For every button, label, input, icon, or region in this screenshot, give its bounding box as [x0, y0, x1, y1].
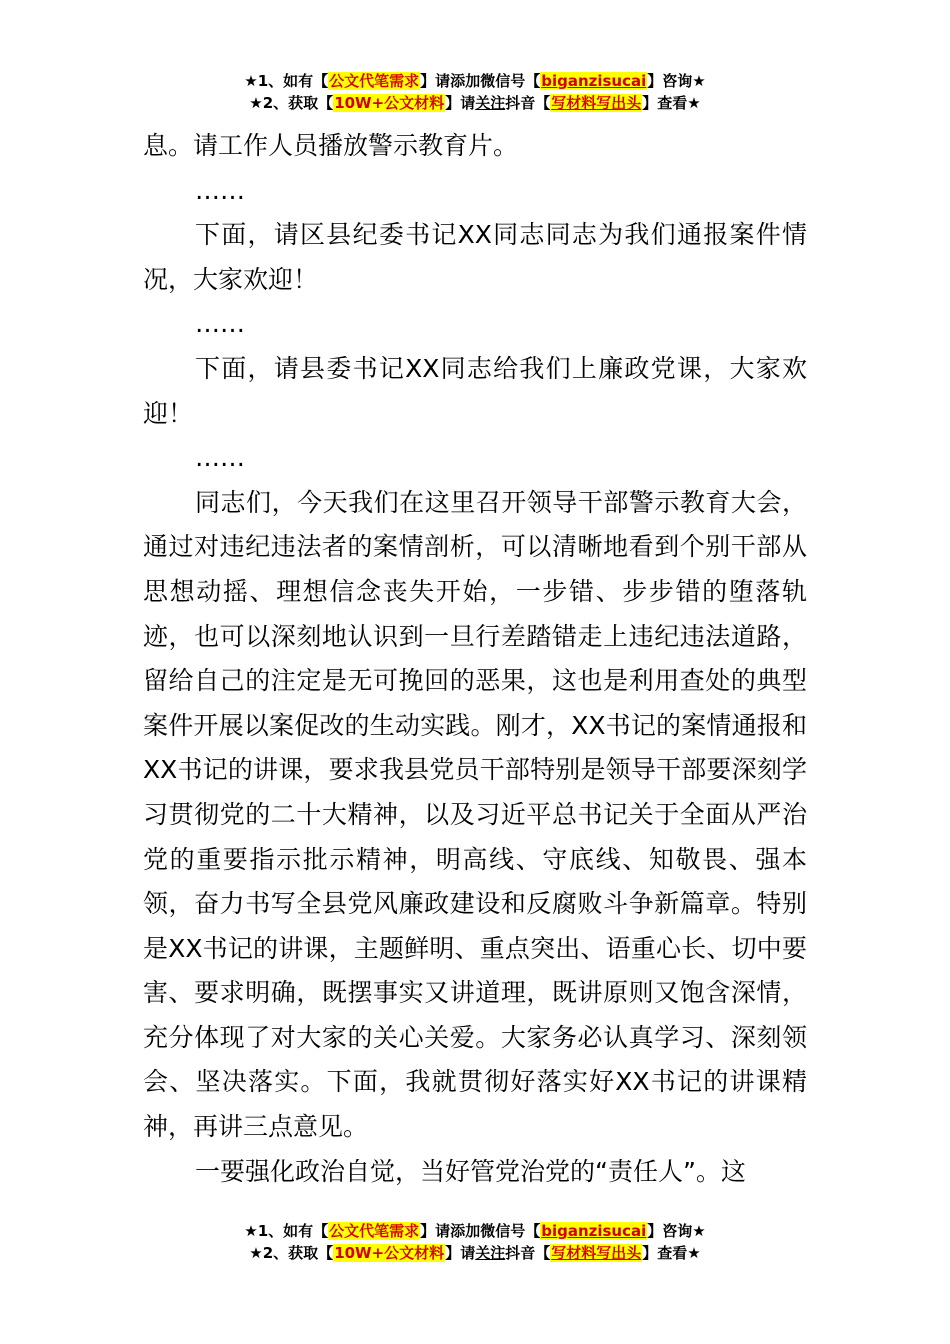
banner-text: 】咨询★: [647, 72, 706, 90]
banner-text: 关注: [475, 94, 506, 112]
banner-text: 关注: [475, 1244, 506, 1262]
banner-text: ★1、如有【: [244, 1222, 329, 1240]
banner-line-1: [0, 70, 950, 92]
paragraph-ellipsis: ……: [195, 309, 245, 339]
paragraph: 下面，请区县纪委书记XX同志同志为我们通报案件情况，大家欢迎！: [143, 220, 807, 294]
banner-text: 】请添: [420, 1222, 466, 1240]
banner-text: 】请: [445, 94, 476, 112]
paragraph-ellipsis: ……: [195, 443, 245, 473]
banner-highlight-service: 公文代笔需求: [329, 72, 420, 90]
paragraph: 息。请工作人员播放警示教育片。: [143, 131, 519, 160]
banner-highlight-materials: 10W+公文材料: [334, 1244, 445, 1262]
banner-text: ★2、获取【: [249, 1244, 334, 1262]
banner-highlight-service: 公文代笔需求: [329, 1222, 420, 1240]
footer-banner: [0, 1220, 950, 1264]
banner-text: 】请添: [420, 72, 466, 90]
banner-line-2: [0, 92, 950, 114]
banner-text: 加: [465, 1222, 481, 1240]
banner-text: 】请: [445, 1244, 476, 1262]
header-banner: [0, 70, 950, 114]
banner-line-1: [0, 1220, 950, 1242]
banner-text: 】查看★: [642, 94, 701, 112]
banner-text: 】咨询★: [647, 1222, 706, 1240]
paragraph-ellipsis: ……: [195, 175, 245, 205]
banner-text: 微信号【: [480, 72, 541, 90]
banner-text: 加: [465, 72, 481, 90]
paragraph: 同志们，今天我们在这里召开领导干部警示教育大会，通过对违纪违法者的案情剖析，可以清晰地看到个别干部从思想动摇、理想信念丧失开始，一步错、步步错的堕落轨迹，也可以深刻地认识到一旦行差踏错走上违纪违法道路，留给自己的注定是无可挽回的恶果，这也是利用查处的典型案件开展以案促改的生动实践。刚才，XX书记的案情通报和XX书记的讲课，要求我县党员干部特别是领导干部要深刻学习贯彻党的二十大精神，以及习近平总书记关于全面从严治党的重要指示批示精神，明高线、守底线、知敬畏、强本领，奋力书写全县党风廉政建设和反腐败斗争新篇章。特别是XX书记的讲课，主题鲜明、重点突出、语重心长、切中要害、要求明确，既摆事实又讲道理，既讲原则又饱含深情，充分体现了对大家的关心关爱。大家务必认真学习、深刻领会、坚决落实。下面，我就贯彻好落实好XX书记的讲课精神，再讲三点意见。: [143, 487, 807, 1142]
paragraph: 下面，请县委书记XX同志给我们上廉政党课，大家欢迎！: [143, 353, 807, 428]
banner-wechat-id[interactable]: biganzisucai: [541, 1222, 647, 1240]
banner-text: ★1、如有【: [244, 72, 329, 90]
banner-text: 微信号【: [480, 1222, 541, 1240]
banner-text: 】查看★: [642, 1244, 701, 1262]
banner-douyin-account[interactable]: 写材料写出头: [551, 94, 642, 112]
banner-text: 抖音【: [505, 1244, 551, 1262]
paragraph: 一要强化政治自觉，当好管党治党的“责任人”。这: [195, 1156, 746, 1186]
banner-text: 抖音【: [505, 94, 551, 112]
document-body: [143, 124, 807, 1194]
banner-highlight-materials: 10W+公文材料: [334, 94, 445, 112]
banner-douyin-account[interactable]: 写材料写出头: [551, 1244, 642, 1262]
banner-line-2: [0, 1242, 950, 1264]
banner-wechat-id[interactable]: biganzisucai: [541, 72, 647, 90]
banner-text: ★2、获取【: [249, 94, 334, 112]
